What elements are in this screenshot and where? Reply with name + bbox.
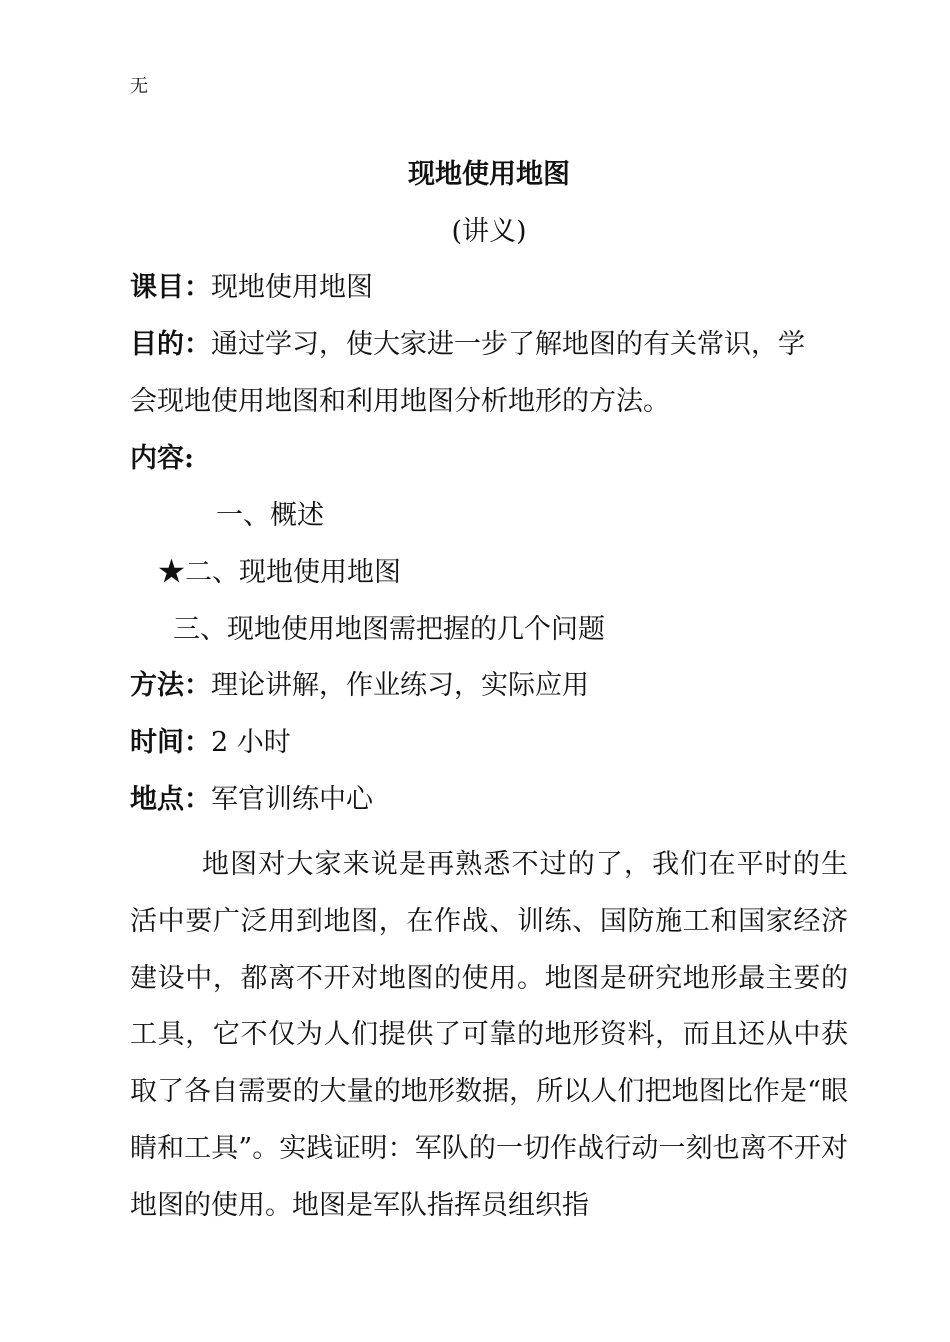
document-title: 现地使用地图 xyxy=(408,159,570,190)
time-label: 时间： xyxy=(130,727,211,758)
content-item-3: 三、现地使用地图需把握的几个问题 xyxy=(173,614,605,645)
time-value: 2 小时 xyxy=(211,727,291,758)
content-item-2: ★二、现地使用地图 xyxy=(158,557,401,588)
course-value: 现地使用地图 xyxy=(211,272,373,303)
location-line xyxy=(130,780,850,820)
body-paragraph: 地图对大家来说是再熟悉不过的了，我们在平时的生活中要广泛用到地图，在作战、训练、国防施工和国家经济建设中，都离不开对地图的使用。地图是研究地形最主要的工具，它不仅为人们提供了可靠的地形资料，而且还从中获取了各自需要的大量的地形数据，所以人们把地图比作是“眼睛和工具”。实践证明：军队的一切作战行动一刻也离不开对地图的使用。地图是军队指挥员组织指 xyxy=(130,849,848,1221)
purpose-label: 目的： xyxy=(130,329,211,360)
document-subtitle: (讲义) xyxy=(451,216,527,247)
purpose-text-2: 会现地使用地图和利用地图分析地形的方法。 xyxy=(130,386,670,417)
method-label: 方法： xyxy=(130,670,211,701)
location-label: 地点： xyxy=(130,784,211,815)
purpose-line-1 xyxy=(130,325,850,365)
content-line xyxy=(130,439,850,479)
content-label: 内容: xyxy=(130,443,194,474)
course-line xyxy=(130,268,850,308)
course-label: 课目： xyxy=(130,272,211,303)
method-line xyxy=(130,666,850,706)
content-item-1: 一、概述 xyxy=(216,500,324,531)
purpose-text-1: 通过学习，使大家进一步了解地图的有关常识，学 xyxy=(211,329,805,360)
method-value: 理论讲解，作业练习，实际应用 xyxy=(211,670,589,701)
purpose-line-2 xyxy=(130,382,850,422)
location-value: 军官训练中心 xyxy=(211,784,373,815)
time-line xyxy=(130,723,850,763)
header-mark: 无 xyxy=(130,76,148,97)
